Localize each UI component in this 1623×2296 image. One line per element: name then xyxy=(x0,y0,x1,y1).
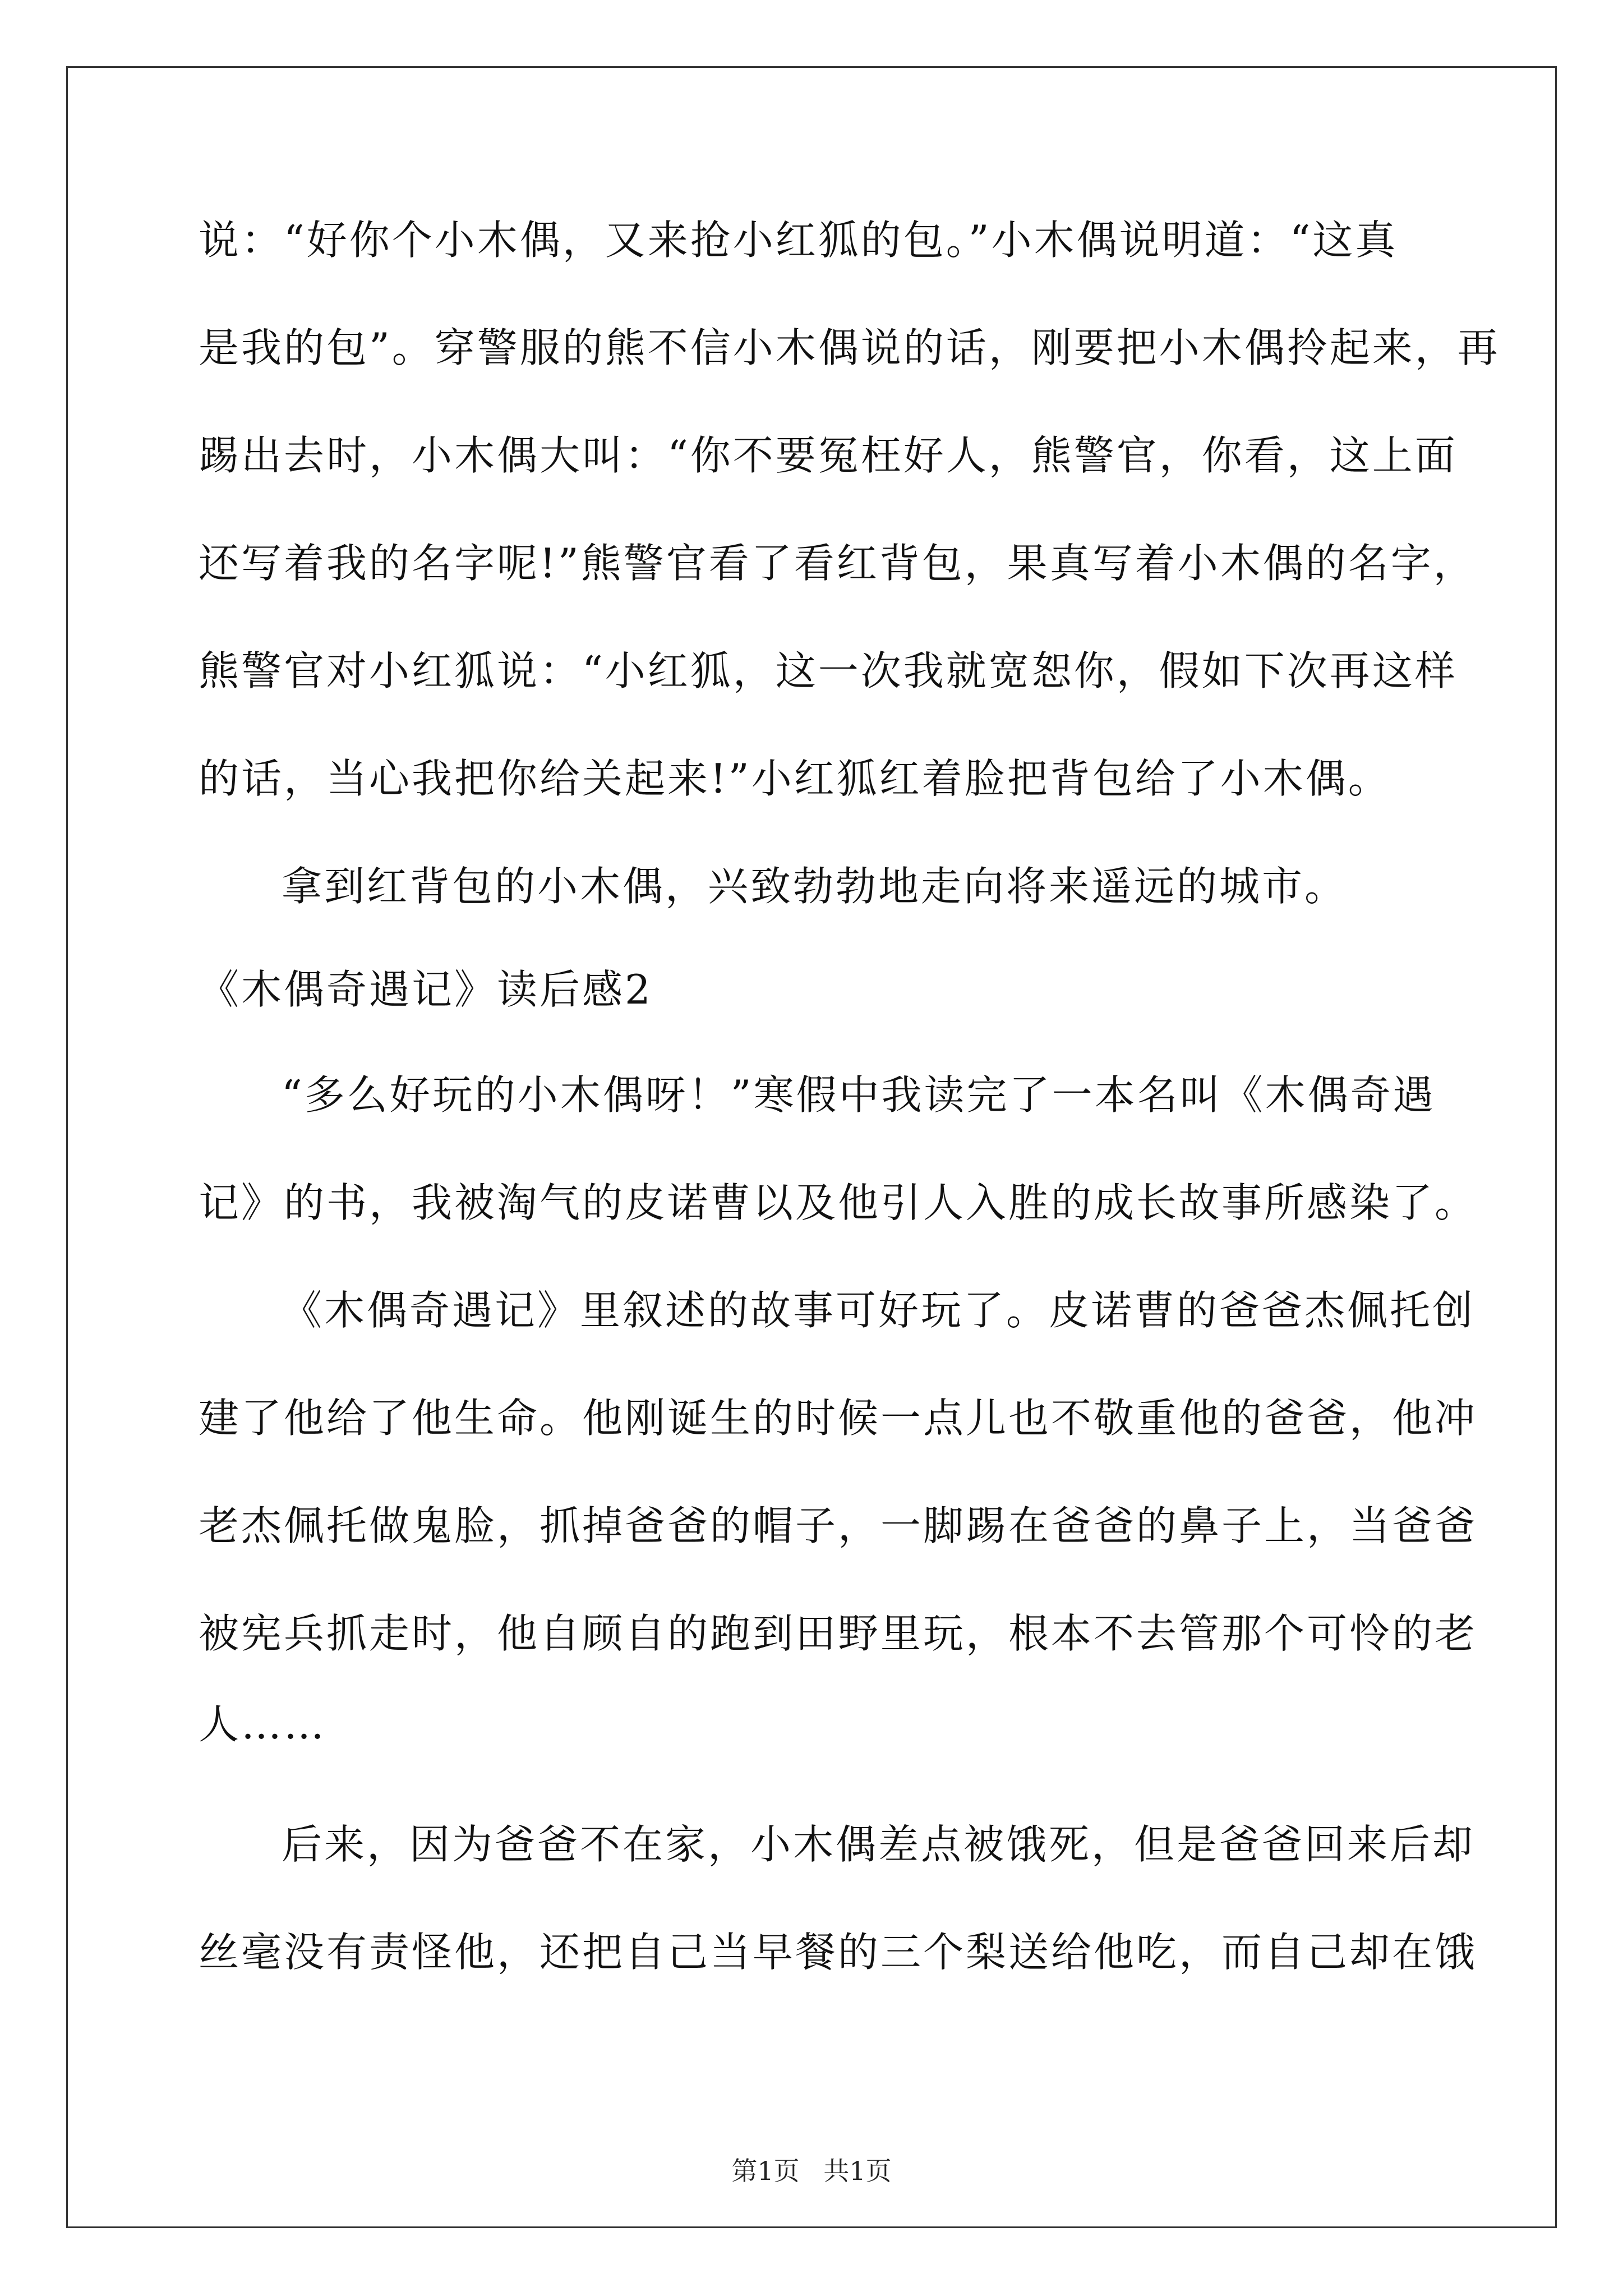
text-line: 踢出去时，小木偶大叫：“你不要冤枉好人，熊警官，你看，这上面 xyxy=(199,432,1458,479)
section-heading: 《木偶奇遇记》读后感2 xyxy=(199,966,653,1013)
text-line: 说：“好你个小木偶，又来抢小红狐的包。”小木偶说明道：“这真 xyxy=(199,217,1398,264)
text-line: 建了他给了他生命。他刚诞生的时候一点儿也不敬重他的爸爸，他冲 xyxy=(199,1395,1478,1442)
text-line: “多么好玩的小木偶呀！”寒假中我读完了一本名叫《木偶奇遇 xyxy=(282,1071,1436,1119)
page-footer xyxy=(0,2154,1623,2188)
text-line: 丝毫没有责怪他，还把自己当早餐的三个梨送给他吃，而自己却在饿 xyxy=(199,1929,1478,1976)
text-line: 还写着我的名字呢!”熊警官看了看红背包，果真写着小木偶的名字， xyxy=(199,540,1476,587)
text-line: 后来，因为爸爸不在家，小木偶差点被饿死，但是爸爸回来后却 xyxy=(282,1821,1476,1868)
text-line: 记》的书，我被淘气的皮诺曹以及他引人入胜的成长故事所感染了。 xyxy=(199,1179,1478,1226)
page-border xyxy=(66,66,1557,2228)
text-line: 老杰佩托做鬼脸，抓掉爸爸的帽子，一脚踢在爸爸的鼻子上，当爸爸 xyxy=(199,1502,1478,1549)
text-line: 被宪兵抓走时，他自顾自的跑到田野里玩，根本不去管那个可怜的老 xyxy=(199,1610,1478,1657)
page-number: 第1页 xyxy=(731,2156,800,2186)
page-total: 共1页 xyxy=(823,2156,892,2186)
text-line: 的话，当心我把你给关起来!”小红狐红着脸把背包给了小木偶。 xyxy=(199,755,1391,802)
text-line: 熊警官对小红狐说：“小红狐，这一次我就宽恕你，假如下次再这样 xyxy=(199,647,1458,694)
text-line: 拿到红背包的小木偶，兴致勃勃地走向将来遥远的城市。 xyxy=(282,863,1348,910)
text-line: 是我的包”。穿警服的熊不信小木偶说的话，刚要把小木偶拎起来，再 xyxy=(199,324,1500,371)
text-line: 人…… xyxy=(199,1701,327,1748)
text-line: 《木偶奇遇记》里叙述的故事可好玩了。皮诺曹的爸爸杰佩托创 xyxy=(282,1287,1476,1334)
